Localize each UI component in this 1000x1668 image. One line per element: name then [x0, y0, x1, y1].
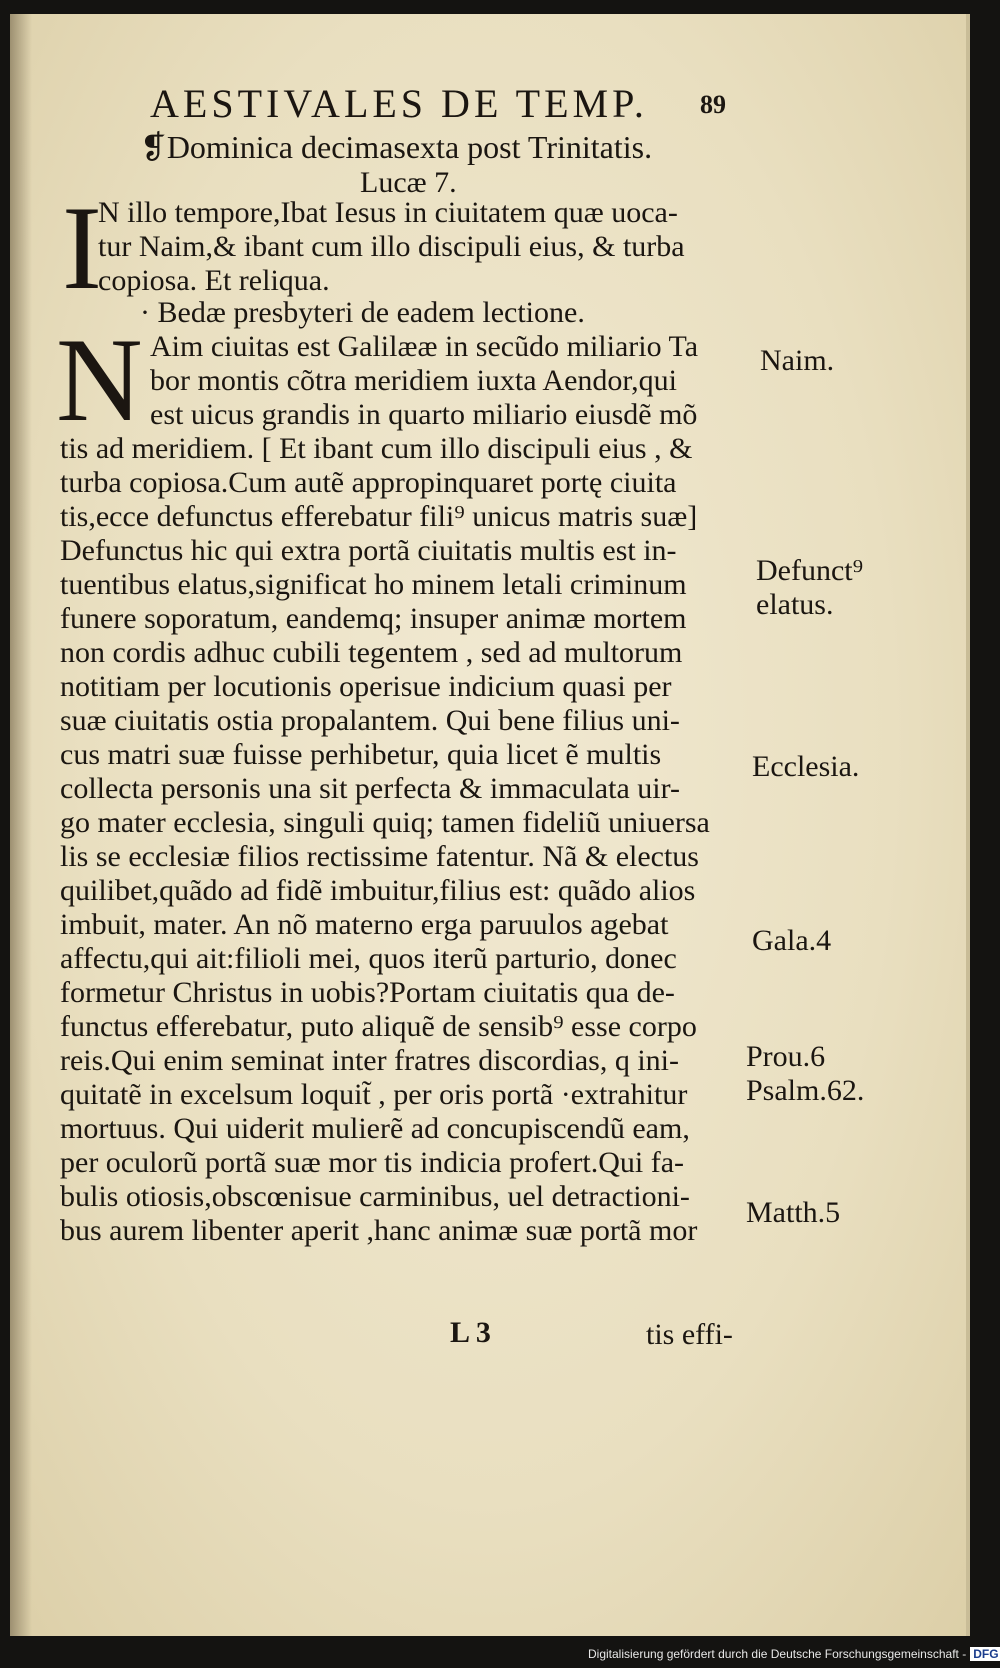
marginal-note: Defunct⁹ [756, 554, 864, 587]
commentary-line: mortuus. Qui uiderit mulierẽ ad concupiscendũ eam, [60, 1112, 690, 1145]
commentary-line: Defunctus hic qui extra portã ciuitatis multis est in- [60, 534, 677, 567]
commentary-line: formetur Christus in uobis?Portam ciuitatis qua de- [60, 976, 675, 1009]
commentary-line: reis.Qui enim seminat inter fratres discordias, q ini- [60, 1044, 679, 1077]
commentary-line: tis,ecce defunctus efferebatur fili⁹ unicus matris suæ] [60, 500, 698, 533]
commentary-line: lis se ecclesiæ filios rectissime fatentur. Nã & electus [60, 840, 699, 873]
commentary-line: non cordis adhuc cubili tegentem , sed ad multorum [60, 636, 683, 669]
commentary-line: tuentibus elatus,significat ho minem letali criminum [60, 568, 687, 601]
digitization-credit [588, 1647, 1000, 1661]
gospel-dropcap: I [62, 181, 102, 314]
marginal-note: Ecclesia. [752, 750, 860, 783]
commentary-line: est uicus grandis in quarto miliario eiusdẽ mõ [150, 398, 698, 431]
commentary-line: funere soporatum, eandemq; insuper animæ mortem [60, 602, 687, 635]
section-title: ❡Dominica decimasexta post Trinitatis. [140, 129, 653, 165]
marginal-note: Prou.6 [746, 1040, 826, 1073]
marginal-note: Psalm.62. [746, 1074, 865, 1107]
commentary-line: imbuit, mater. An nõ materno erga paruulos agebat [60, 908, 669, 941]
running-title: AESTIVALES DE TEMP. [150, 81, 648, 126]
commentary-line: quitatẽ in excelsum loquit̃ , per oris portã ·extrahitur [60, 1078, 688, 1111]
commentary-line: affectu,qui ait:filioli mei, quos iterũ parturio, donec [60, 942, 677, 975]
commentary-heading: · Bedæ presbyteri de eadem lectione. [140, 296, 585, 329]
commentary-line: notitiam per locutionis operisue indicium quasi per [60, 670, 672, 703]
commentary-line: suæ ciuitatis ostia propalantem. Qui bene filius uni- [60, 704, 680, 737]
dfg-logo: DFG [970, 1647, 1000, 1661]
credit-text: Digitalisierung gefördert durch die Deutsche Forschungsgemeinschaft - [588, 1647, 967, 1661]
commentary-line: per oculorũ portã suæ mor tis indicia profert.Qui fa- [60, 1146, 684, 1179]
marginal-note: Naim. [760, 344, 835, 377]
commentary-line: collecta personis una sit perfecta & immaculata uir- [60, 772, 680, 805]
commentary-line: go mater ecclesia, singuli quiq; tamen fideliũ uniuersa [60, 806, 710, 839]
commentary-line: bor montis cõtra meridiem iuxta Aendor,qui [150, 364, 678, 397]
marginal-note: Gala.4 [752, 924, 832, 957]
marginal-note: elatus. [756, 588, 834, 621]
marginal-note: Matth.5 [746, 1196, 841, 1229]
commentary-dropcap: N [56, 313, 143, 446]
commentary-line: bus aurem libenter aperit ,hanc animæ suæ portã mor [60, 1214, 698, 1247]
signature-mark: L 3 [450, 1316, 491, 1349]
gospel-line: N illo tempore,Ibat Iesus in ciuitatem quæ uoca- [98, 196, 678, 229]
page-gutter-shadow [10, 14, 32, 1636]
gospel-line: copiosa. Et reliqua. [98, 264, 330, 297]
folio-number: 89 [700, 90, 726, 119]
commentary-line: turba copiosa.Cum autẽ appropinquaret portę ciuita [60, 466, 677, 499]
commentary-line: bulis otiosis,obscœnisue carminibus, uel detractioni- [60, 1180, 690, 1213]
catchword: tis effi- [646, 1318, 733, 1351]
commentary-line: tis ad meridiem. [ Et ibant cum illo discipuli eius , & [60, 432, 693, 465]
commentary-line: cus matri suæ fuisse perhibetur, quia licet ẽ multis [60, 738, 662, 771]
commentary-line: Aim ciuitas est Galilææ in secũdo miliario Ta [150, 330, 699, 363]
gospel-reference: Lucæ 7. [360, 166, 457, 199]
commentary-line: functus efferebatur, puto aliquẽ de sensib⁹ esse corpo [60, 1010, 697, 1043]
commentary-line: quilibet,quãdo ad fidẽ imbuitur,filius est: quãdo alios [60, 874, 696, 907]
gospel-line: tur Naim,& ibant cum illo discipuli eius, & turba [98, 230, 685, 263]
